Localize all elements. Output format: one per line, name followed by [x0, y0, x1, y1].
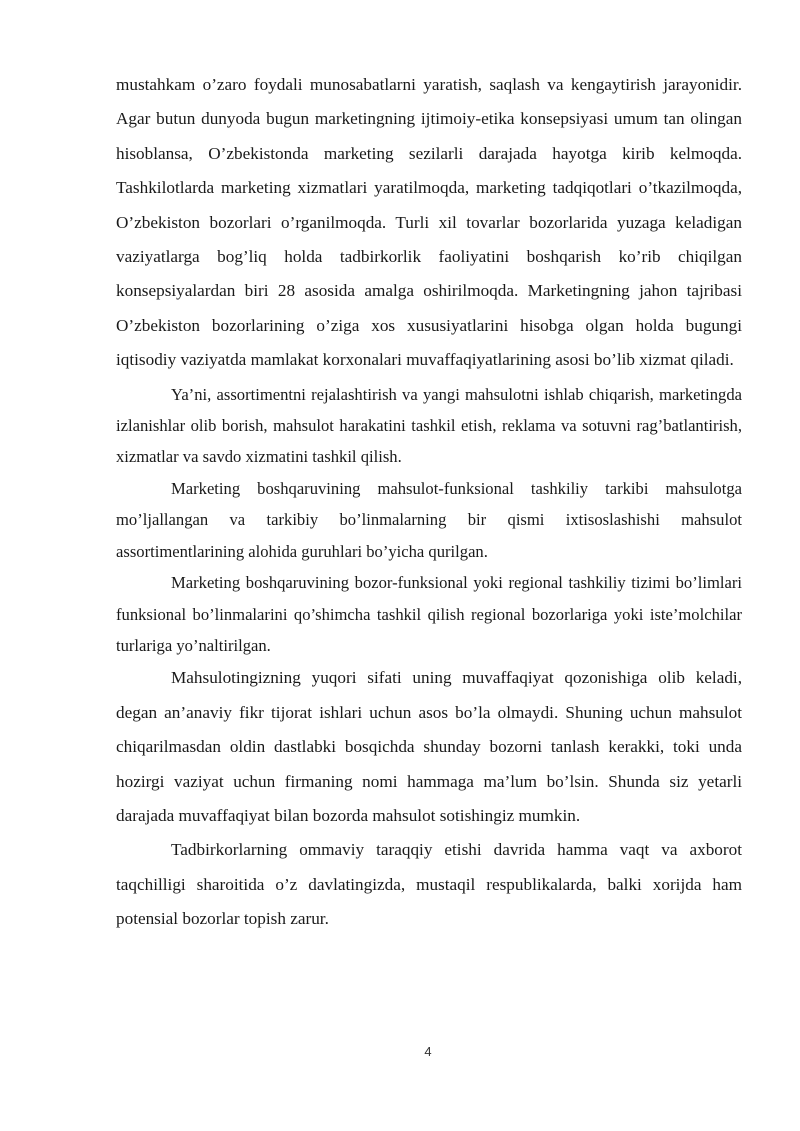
document-body: [116, 68, 742, 937]
paragraph: Marketing boshqaruvining bozor-funksional yoki regional tashkiliy tizimi bo’limlari funksional bo’linmalarini qo’shimcha tashkil qilish regional bozorlariga yoki iste’molchilar turlariga yo’naltirilgan.: [116, 573, 742, 655]
paragraph: Marketing boshqaruvining mahsulot-funksional tashkiliy tarkibi mahsulotga mo’ljallangan va tarkibiy bo’linmalarning bir qismi ixtisoslashishi mahsulot assortimentlarining alohida guruhlari bo’yicha qurilgan.: [116, 478, 742, 561]
paragraph: Mahsulotingizning yuqori sifati uning muvaffaqiyat qozonishiga olib keladi, degan an’anaviy fikr tijorat ishlari uchun asos bo’la olmaydi. Shuning uchun mahsulot chiqarilmasdan oldin dastlabki bosqichda shunday bozorni tanlash kerakki, toki unda hozirgi vaziyat uchun firmaning nomi hammaga ma’lum bo’lsin. Shunda siz yetarli darajada muvaffaqiyat bilan bozorda mahsulot sotishingiz mumkin.: [116, 668, 742, 825]
paragraph: Tadbirkorlarning ommaviy taraqqiy etishi davrida hamma vaqt va axborot taqchilligi sharoitida o’z davlatingizda, mustaqil respublikalarda, balki xorijda ham potensial bozorlar topish zarur.: [116, 840, 742, 929]
page-number: 4: [424, 1044, 432, 1059]
paragraph: mustahkam o’zaro foydali munosabatlarni yaratish, saqlash va kengaytirish jarayonidir. Agar butun dunyoda bugun marketingning ijtimoiy-etika konsepsiyasi umum tan olingan hisoblansa, O’zbekistonda marketing sezilarli darajada hayotga kirib kelmoqda. Tashkilotlarda marketing xizmatlari yaratilmoqda, marketing tadqiqotlari o’tkazilmoqda, O’zbekiston bozorlari o’rganilmoqda. Turli xil tovarlar bozorlarida yuzaga keladigan vaziyatlarga bog’liq holda tadbirkorlik faoliyatini boshqarish ko’rib chiqilgan konsepsiyalardan biri 28 asosida amalga oshirilmoqda. Marketingning jahon tajribasi O’zbekiston bozorlarining o’ziga xos xususiyatlarini hisobga olgan holda bugungi iqtisodiy vaziyatda mamlakat korxonalari muvaffaqiyatlarining asosi bo’lib xizmat qiladi.: [116, 75, 742, 370]
paragraph: Ya’ni, assortimentni rejalashtirish va yangi mahsulotni ishlab chiqarish, marketingda izlanishlar olib borish, mahsulot harakatini tashkil etish, reklama va sotuvni rag’batlantirish, xizmatlar va savdo xizmatini tashkil qilish.: [116, 384, 742, 467]
